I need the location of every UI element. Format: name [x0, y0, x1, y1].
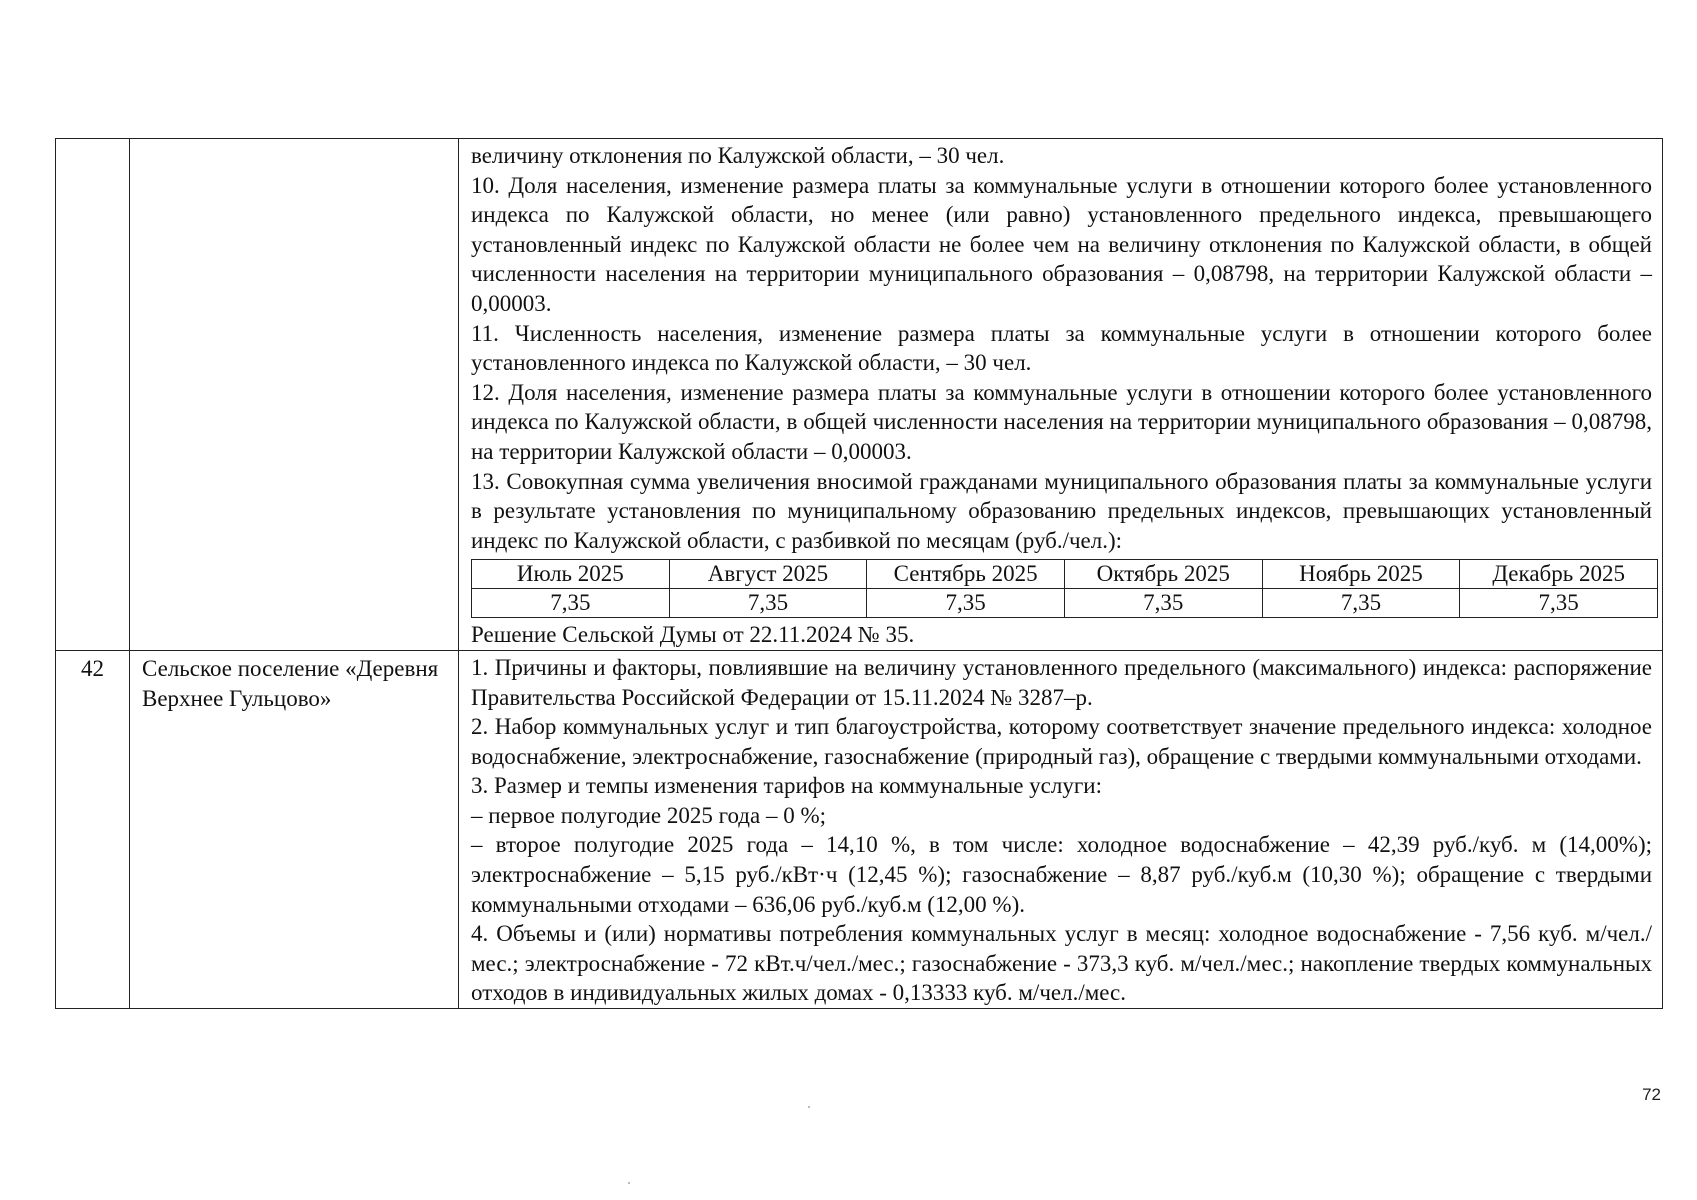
row-number-cell: 42 — [56, 650, 130, 1008]
month-value: 7,35 — [1064, 589, 1262, 618]
month-header: Ноябрь 2025 — [1262, 560, 1460, 589]
paragraph-10: 10. Доля населения, изменение размера платы за коммунальные услуги в отношении которого более установленного индекса по Калужской области, но менее (или равно) установленного предельного индекса, превышающего установленный индекс по Калужской области не более чем на величину отклонения по Калужской области, в общей численности населения на территории муниципального образования – 0,08798, на территории Калужской области – 0,00003. — [471, 172, 1652, 316]
month-value: 7,35 — [1460, 589, 1658, 618]
municipality-name-cell — [130, 139, 459, 651]
paragraph-13: 13. Совокупная сумма увеличения вносимой гражданами муниципального образования платы за коммунальные услуги в результате установления по муниципальному образованию предельных индексов, превышающих установленный индекс по Калужской области, с разбивкой по месяцам (руб./чел.): — [471, 468, 1652, 553]
table-row — [56, 650, 1663, 1008]
paragraph-3-first-half: – первое полугодие 2025 года – 0 %; — [471, 802, 827, 828]
month-header: Июль 2025 — [472, 560, 670, 589]
decision-reference: Решение Сельской Думы от 22.11.2024 № 35. — [471, 622, 915, 648]
month-value: 7,35 — [867, 589, 1065, 618]
month-header: Октябрь 2025 — [1064, 560, 1262, 589]
info-cell — [459, 139, 1663, 651]
paragraph-3: 3. Размер и темпы изменения тарифов на коммунальные услуги: — [471, 773, 1102, 799]
month-value: 7,35 — [669, 589, 867, 618]
month-value: 7,35 — [1262, 589, 1460, 618]
months-values-row — [472, 589, 1658, 618]
paragraph-12: 12. Доля населения, изменение размера платы за коммунальные услуги в отношении которого более установленного индекса по Калужской области, в общей численности населения на территории муниципального образования – 0,08798, на территории Калужской области – 0,00003. — [471, 379, 1652, 464]
page-number: 72 — [1642, 1085, 1661, 1104]
table-row — [56, 139, 1663, 651]
paragraph-4: 4. Объемы и (или) нормативы потребления коммунальных услуг в месяц: холодное водоснабжение - 7,56 куб. м/чел./мес.; электроснабжение - 72 кВт.ч/чел./мес.; газоснабжение - 373,3 куб. м/чел./мес.; накопление твердых коммунальных отходов в индивидуальных жилых домах - 0,13333 куб. м/чел./мес. — [471, 921, 1652, 1006]
paragraph-2: 2. Набор коммунальных услуг и тип благоустройства, которому соответствует значение предельного индекса: холодное водоснабжение, электроснабжение, газоснабжение (природный газ), обращение с твердыми коммунальными отходами. — [471, 714, 1652, 769]
document-table — [55, 138, 1663, 1009]
info-cell — [459, 650, 1663, 1008]
paragraph-1: 1. Причины и факторы, повлиявшие на величину установленного предельного (максимального) индекса: распоряжение Правительства Российской Федерации от 15.11.2024 № 3287–р. — [471, 654, 1652, 710]
month-header: Сентябрь 2025 — [867, 560, 1065, 589]
row-number-cell — [56, 139, 130, 651]
monthly-amounts-table — [471, 559, 1658, 618]
month-header: Декабрь 2025 — [1460, 560, 1658, 589]
paragraph-continuation: величину отклонения по Калужской области, – 30 чел. — [471, 143, 1005, 168]
month-header: Август 2025 — [669, 560, 867, 589]
paragraph-11: 11. Численность населения, изменение размера платы за коммунальные услуги в отношении которого более установленного индекса по Калужской области, – 30 чел. — [471, 320, 1652, 376]
scan-speck — [628, 1182, 630, 1184]
paragraph-3-second-half: – второе полугодие 2025 года – 14,10 %, в том числе: холодное водоснабжение – 42,39 руб./куб. м (14,00%); электроснабжение – 5,15 руб./кВт·ч (12,45 %); газоснабжение – 8,87 руб./куб.м (10,30 %); обращение с твердыми коммунальными отходами – 636,06 руб./куб.м (12,00 %). — [471, 832, 1652, 917]
month-value: 7,35 — [472, 589, 670, 618]
months-header-row — [472, 560, 1658, 589]
municipality-name-cell: Сельское поселение «Деревня Верхнее Гульцово» — [130, 650, 459, 1008]
scan-speck — [808, 1106, 810, 1108]
